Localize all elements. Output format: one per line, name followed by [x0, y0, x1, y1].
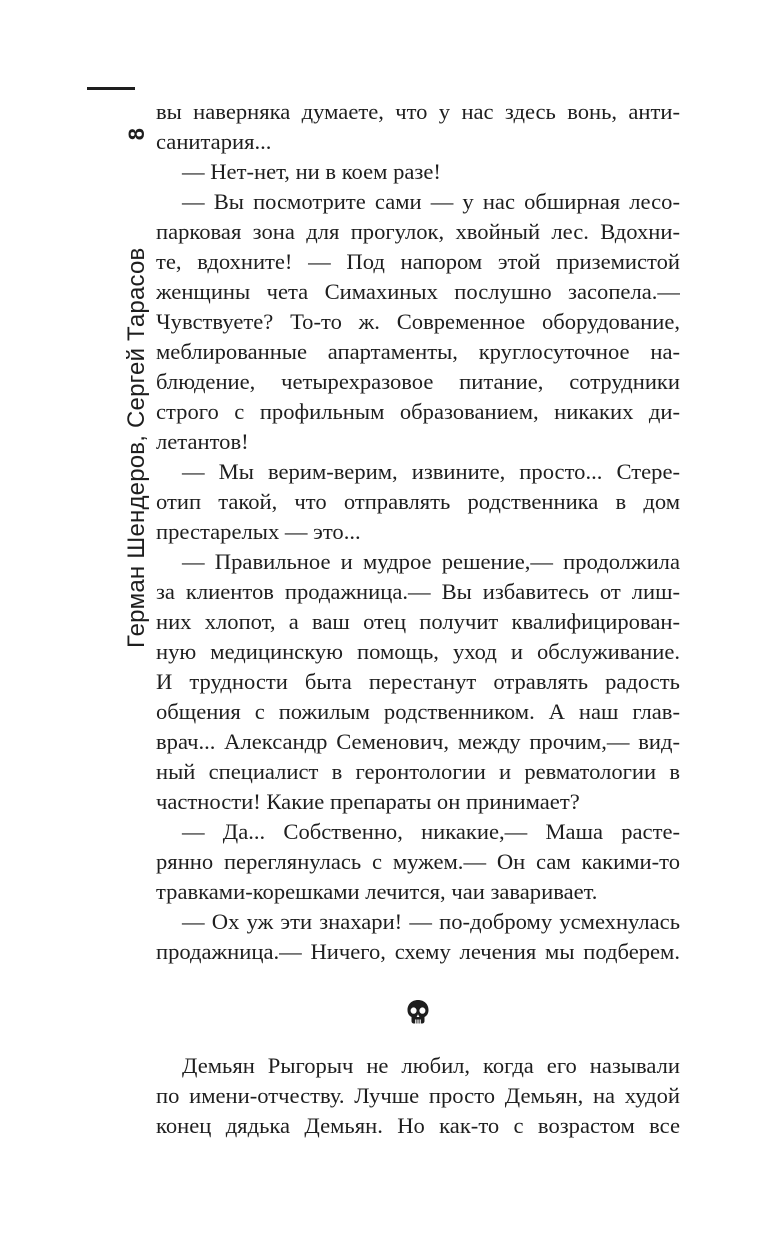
text-line: отип такой, что отправлять родственника в дом	[156, 489, 680, 514]
running-header-authors: Герман Шендеров, Сергей Тарасов	[123, 247, 150, 648]
text-line: Чувствуете? То-то ж. Современное оборудование,	[156, 309, 680, 334]
skull-icon	[406, 999, 430, 1025]
text-line: по имени-отчеству. Лучше просто Демьян, на худой	[156, 1083, 680, 1108]
text-line: меблированные апартаменты, круглосуточное на-	[156, 339, 680, 364]
section2-text	[156, 1051, 680, 1141]
text-line: врач... Александр Семенович, между прочим,— вид-	[156, 729, 680, 754]
text-line: — Мы верим-верим, извините, просто... Стере-	[182, 459, 680, 484]
text-line: — Правильное и мудрое решение,— продолжила	[182, 549, 680, 574]
text-line: них хлопот, а ваш отец получит квалифицирован-	[156, 609, 680, 634]
header-rule	[87, 87, 135, 90]
text-line: общения с пожилым родственником. А наш глав-	[156, 699, 680, 724]
text-line: Демьян Рыгорыч не любил, когда его называли	[182, 1053, 680, 1078]
page-number: 8	[124, 128, 149, 141]
text-line: рянно переглянулась с мужем.— Он сам какими-то	[156, 849, 680, 874]
running-header	[92, 128, 150, 648]
body-text	[156, 97, 680, 967]
text-line: за клиентов продажница.— Вы избавитесь от лиш-	[156, 579, 680, 604]
text-line: престарелых — это...	[156, 519, 361, 544]
text-line: — Да... Собственно, никакие,— Маша расте-	[182, 819, 680, 844]
text-line: частности! Какие препараты он принимает?	[156, 789, 580, 814]
text-line: — Вы посмотрите сами — у нас обширная лесо-	[182, 189, 680, 214]
text-line: летантов!	[156, 429, 249, 454]
text-line: ную медицинскую помощь, уход и обслуживание.	[156, 639, 680, 664]
text-line: И трудности быта перестанут отравлять радость	[156, 669, 680, 694]
text-line: санитария...	[156, 129, 272, 154]
text-line: вы наверняка думаете, что у нас здесь вонь, анти-	[156, 99, 680, 124]
text-line: парковая зона для прогулок, хвойный лес. Вдохни-	[156, 219, 680, 244]
text-line: конец дядька Демьян. Но как-то с возрастом все	[156, 1113, 680, 1138]
text-line: те, вдохните! — Под напором этой приземистой	[156, 249, 680, 274]
text-line: травками-корешками лечится, чаи заваривает.	[156, 879, 598, 904]
text-line: блюдение, четырехразовое питание, сотрудники	[156, 369, 680, 394]
text-line: ный специалист в геронтологии и ревматологии в	[156, 759, 680, 784]
text-line: — Нет-нет, ни в коем разе!	[182, 159, 441, 184]
text-line: строго с профильным образованием, никаких ди-	[156, 399, 680, 424]
text-line: продажница.— Ничего, схему лечения мы подберем.	[156, 939, 680, 964]
text-line: — Ох уж эти знахари! — по-доброму усмехнулась	[182, 909, 680, 934]
text-line: женщины чета Симахиных послушно засопела.—	[156, 279, 680, 304]
